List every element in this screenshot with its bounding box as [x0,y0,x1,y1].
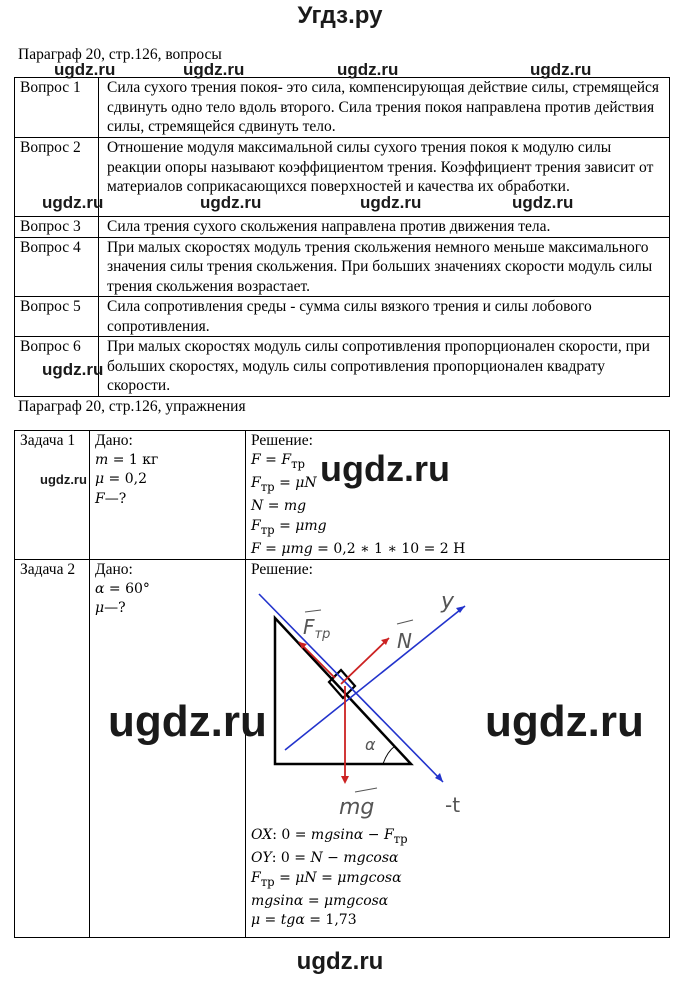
solution-line: F = μmg = 0,2 ∗ 1 ∗ 10 = 2 Н [251,540,466,557]
solution-label: Решение: [251,561,313,579]
given-line: F—? [95,490,127,507]
question-label: Вопрос 2 [15,138,99,217]
solution-line: $F_{тр} = \mu N = \mu mgcos\alpha$ [251,869,402,889]
given-cell [90,431,246,560]
section-label-exercises: Параграф 20, стр.126, упражнения [18,398,246,415]
footer-watermark: ugdz.ru [296,948,384,975]
answer-text: Отношение модуля максимальной силы сухого трения покоя к модулю силы реакции опоры называют коэффициентом трения. Коэффициент трения зависит от материалов соприкасающихся поверхностей и качества их обработки. [99,138,670,217]
question-label: Вопрос 3 [15,217,99,238]
watermark: ugdz.ru [512,193,574,212]
given-label: Дано: [95,432,133,449]
table-row [15,217,670,238]
answer-text: Сила сопротивления среды - сумма силы вязкого трения и силы лобового сопротивления. [99,297,670,337]
watermark: ugdz.ru [200,193,262,212]
given-line: μ—? [95,600,126,617]
watermark: ugdz.ru [530,60,592,79]
given-line: m = 1 кг [95,451,159,468]
solution-line: $F_{тр} = \mu N$ [251,474,317,494]
svg-text:-t: -t [445,792,461,817]
watermark: ugdz.ru [108,697,267,746]
exercises-table [14,430,670,938]
task-title: Задача 1 [15,431,90,560]
given-label: Дано: [95,561,133,579]
answer-text: При малых скоростях модуль силы сопротивления пропорционален скорости, при больших скоростях, модуль силы сопротивления пропорционален квадрату скорости. [99,337,670,397]
svg-text:Fтр: $F_{тр}$ [303,614,331,642]
solution-label: Решение: [251,432,313,449]
answer-text: Сила трения сухого скольжения направлена против движения тела. [99,217,670,238]
watermark: ugdz.ru [337,60,399,79]
solution-line: OY: 0 = N − mgcosα [251,850,399,867]
answer-text: Сила сухого трения покоя- это сила, компенсирующая действие силы, стремящейся сдвинуть одно тело вдоль второго. Сила трения покоя направлена против действия силы, стремящейся сдвинуть тело. [99,78,670,138]
table-row [15,337,670,397]
solution-line: μ = tgα = 1,73 [251,912,357,929]
task-title: Задача 2 [15,560,90,938]
site-title: Угдз.ру [297,2,383,29]
solution-cell [246,560,670,938]
solution-line: OX: $0 = mgsin\alpha - F_{тр}$ [251,826,408,846]
question-label: Вопрос 4 [15,237,99,297]
svg-text:y: y [441,588,455,614]
given-line: α = 60° [95,580,150,597]
table-row [15,297,670,337]
solution-cell [246,431,670,560]
table-row [15,237,670,297]
watermark: ugdz.ru [183,60,245,79]
watermark: ugdz.ru [42,360,104,379]
watermark: ugdz.ru [320,448,450,489]
answer-text: При малых скоростях модуль трения скольжения немного меньше максимального значения силы трения скольжения. При больших значениях скорости модуль силы трения скольжения возрастает. [99,237,670,297]
svg-text:α: α [365,734,376,754]
section-label-questions: Параграф 20, стр.126, вопросы [18,46,222,63]
watermark: ugdz.ru [42,193,104,212]
svg-text:mg: mg [339,794,375,820]
force-diagram [255,586,475,826]
questions-table [14,77,670,397]
given-line: μ = 0,2 [95,471,148,487]
solution-line: $F_{тр} = \mu mg$ [251,517,327,537]
solution-line: $F = F_{тр}$ [251,451,305,471]
svg-text:N: N [397,628,412,653]
watermark: ugdz.ru [40,472,87,487]
watermark: ugdz.ru [485,697,644,746]
table-row [15,560,670,938]
watermark: ugdz.ru [54,60,116,79]
solution-line: N = mg [251,498,307,515]
table-row [15,78,670,138]
question-label: Вопрос 6 [15,337,99,397]
watermark: ugdz.ru [360,193,422,212]
solution-line: mgsinα = μmgcosα [251,892,389,909]
question-label: Вопрос 5 [15,297,99,337]
question-label: Вопрос 1 [15,78,99,138]
given-cell [90,560,246,938]
